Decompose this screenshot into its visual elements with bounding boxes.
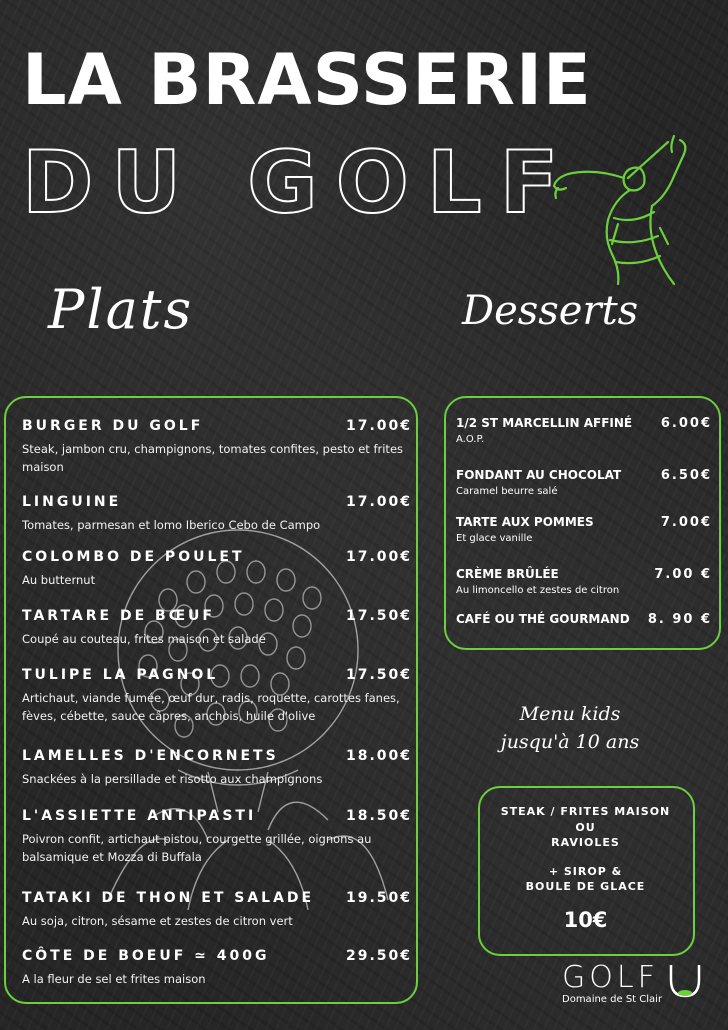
dish-name: LAMELLES D'ENCORNETS [22,748,279,764]
dish-name: BURGER DU GOLF [22,418,204,434]
dish-description: Poivron confit, artichaut pistou, courgette grillée, oignons au balsamique et Mozza di Buffala [22,832,372,864]
logo-subtitle [562,994,662,1005]
golfer-illustration [548,128,698,288]
dish-item [22,667,412,725]
dessert-description: Au limoncello et zestes de citron [456,585,620,596]
dish-description: Tomates, parmesan et lomo Iberico Cebo de Campo [22,518,321,532]
logo-subtitle-prefix: Domaine de [562,994,626,1005]
dessert-item [456,468,712,497]
dish-description: Artichaut, viande fumée, œuf dur, radis, roquette, carottes fanes, fèves, cébette, sauce câpres, anchois, huile d'olive [22,691,400,723]
title-line-2: DU GOLF [22,133,577,233]
dish-item [22,608,412,648]
dish-description: Snackées à la persillade et risotto aux champignons [22,772,323,786]
kids-menu-line: + SIROP & [548,865,623,878]
kids-menu-line: RAVIOLES [551,836,620,849]
dish-item [22,748,412,788]
dish-name: LINGUINE [22,494,122,510]
dessert-item [456,567,712,596]
kids-menu-title-line-1: Menu kids [519,703,621,725]
dish-name: TULIPE LA PAGNOL [22,667,219,683]
dessert-name: TARTE AUX POMMES [456,515,594,529]
dessert-name: CAFÉ OU THÉ GOURMAND [456,612,630,626]
dish-name: TARTARE DE BŒUF [22,608,215,624]
dish-name: L'ASSIETTE ANTIPASTI [22,808,257,824]
dessert-price: 7.00 € [654,567,712,582]
kids-menu-title-line-2: jusqu'à 10 ans [500,731,640,753]
dish-item [22,418,412,476]
golf-cup-icon [668,962,702,1000]
dessert-price: 6.00€ [660,416,712,431]
dessert-item [456,515,712,544]
dessert-item [456,416,712,445]
dish-price: 17.00€ [345,418,412,434]
title-line-1: LA BRASSERIE [22,39,592,121]
dish-item [22,808,412,866]
dish-price: 19.50€ [345,890,412,906]
dish-description: Au butternut [22,573,96,587]
desserts-heading: Desserts [462,288,639,334]
dish-name: COLOMBO DE POULET [22,549,245,565]
dish-name: TATAKI DE THON ET SALADE [22,890,315,906]
kids-menu-line: STEAK / FRITES MAISON [500,805,671,818]
dessert-name: 1/2 ST MARCELLIN AFFINÉ [456,416,633,430]
logo-main-text: GOLF [562,960,659,995]
logo-subtitle-highlight: St Clair [625,994,663,1005]
golf-logo [562,960,702,1012]
dessert-description: Et glace vanille [456,533,533,544]
kids-menu-title [480,700,660,756]
dish-price: 17.00€ [345,549,412,565]
dish-price: 29.50€ [345,948,412,964]
dessert-name: FONDANT AU CHOCOLAT [456,468,622,482]
dish-price: 17.50€ [345,608,412,624]
dish-price: 18.50€ [345,808,412,824]
dish-description: A la fleur de sel et frites maison [22,972,206,986]
dish-item [22,549,412,589]
kids-menu-price: 10€ [563,908,608,932]
kids-menu-line: BOULE DE GLACE [525,880,646,893]
dish-description: Coupé au couteau, frites maison et salade [22,632,266,646]
dessert-description: Caramel beurre salé [456,486,558,497]
dessert-item [456,612,712,626]
kids-menu-line: OU [575,821,596,834]
dish-description: Steak, jambon cru, champignons, tomates confites, pesto et frites maison [22,442,404,474]
dish-item [22,948,412,988]
dessert-name: CRÈME BRÛLÉE [456,567,559,581]
dessert-price: 7.00€ [660,515,712,530]
dish-price: 17.00€ [345,494,412,510]
dish-description: Au soja, citron, sésame et zestes de citron vert [22,914,293,928]
plats-heading: Plats [48,278,194,341]
dish-name: CÔTE DE BOEUF ≃ 400G [22,948,270,964]
dish-price: 18.00€ [345,748,412,764]
dish-item [22,494,412,534]
dessert-description: A.O.P. [456,434,485,445]
dessert-price: 8. 90 € [647,612,712,627]
dessert-price: 6.50€ [660,468,712,483]
dish-item [22,890,412,930]
dish-price: 17.50€ [345,667,412,683]
